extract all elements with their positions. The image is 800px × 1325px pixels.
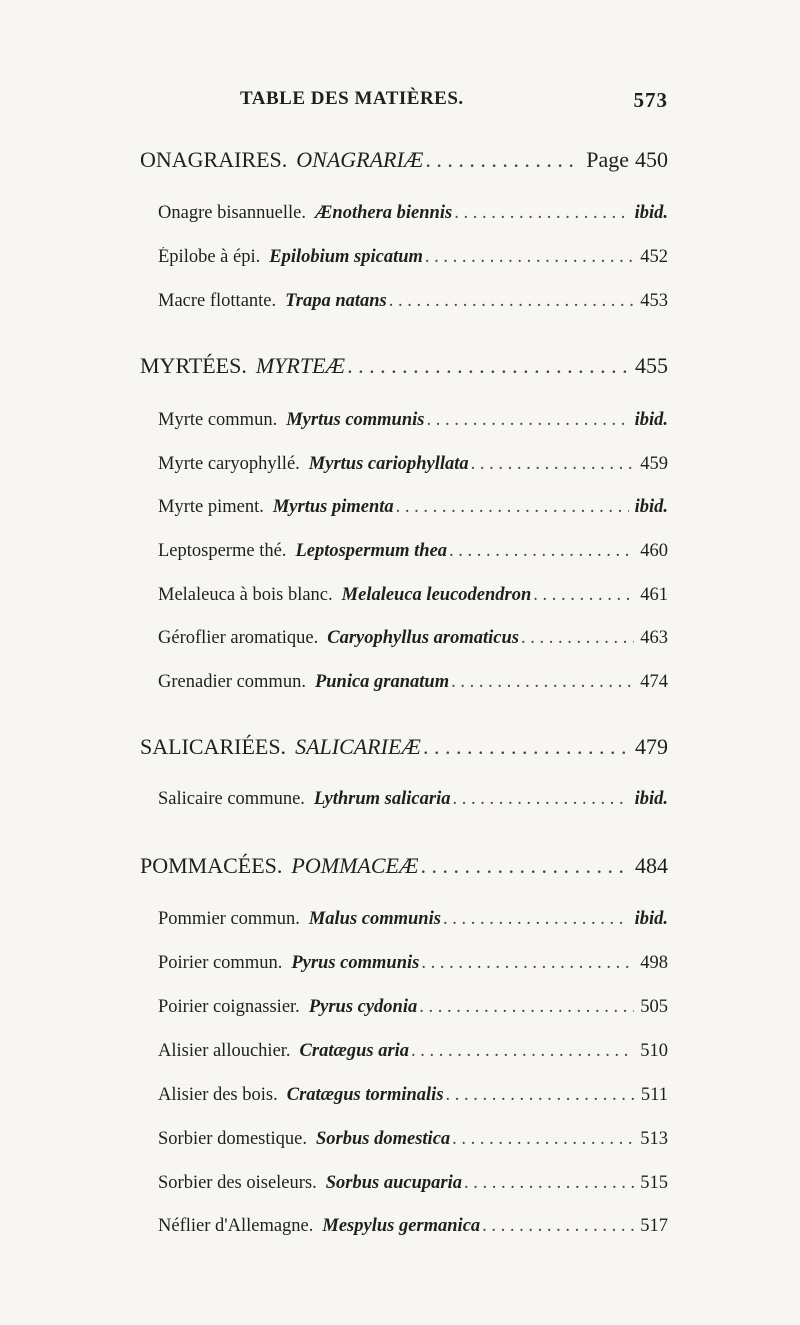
species-page: 511: [640, 1085, 668, 1105]
family-name: POMMACÉES.: [140, 853, 283, 878]
species-entry: [158, 1041, 668, 1062]
species-page: ibid.: [634, 497, 668, 517]
leader-dots: [464, 1173, 634, 1194]
species-latin: Leptospermum thea: [295, 541, 448, 561]
species-entry: [158, 909, 668, 930]
family-page: 455: [635, 353, 668, 378]
leader-dots: [452, 1129, 634, 1150]
species-latin: Trapa natans: [285, 291, 387, 311]
species-page: 505: [640, 997, 668, 1017]
species-page: 460: [640, 541, 668, 561]
species-latin: Myrtus pimenta: [272, 497, 394, 517]
species-page: 515: [640, 1173, 668, 1193]
species-page: 474: [640, 672, 668, 692]
species-name: Géroflier aromatique.: [158, 628, 319, 648]
species-name: Onagre bisannuelle.: [158, 203, 306, 223]
species-page: 517: [640, 1216, 668, 1236]
leader-dots: [521, 628, 634, 649]
species-latin: Punica granatum: [314, 672, 450, 692]
leader-dots: [396, 497, 629, 518]
leader-dots: [533, 585, 634, 606]
species-page: 453: [640, 291, 668, 311]
species-entry: [158, 585, 668, 606]
species-name: Leptosperme thé.: [158, 541, 287, 561]
species-name: Néflier d'Allemagne.: [158, 1216, 314, 1236]
species-name: Grenadier commun.: [158, 672, 306, 692]
species-page: 498: [640, 953, 668, 973]
species-entry: [158, 628, 668, 649]
species-name: Sorbier domestique.: [158, 1129, 308, 1149]
leader-dots: [443, 909, 629, 930]
species-name: Épilobe à épi.: [158, 247, 261, 267]
family-latin: POMMACEÆ: [291, 853, 419, 878]
leader-dots: [482, 1216, 634, 1237]
species-latin: Sorbus domestica: [316, 1129, 451, 1149]
species-latin: Lythrum salicaria: [313, 789, 451, 809]
leader-dots: [425, 147, 580, 173]
species-entry: [158, 1129, 668, 1150]
species-latin: Epilobium spicatum: [269, 247, 423, 267]
leader-dots: [454, 203, 628, 224]
species-latin: Cratægus aria: [299, 1041, 410, 1061]
species-latin: Myrtus communis: [286, 410, 425, 430]
family-name: SALICARIÉES.: [140, 734, 287, 759]
family-page: 450: [635, 147, 668, 172]
species-name: Pommier commun.: [158, 909, 300, 929]
running-title: TABLE DES MATIÈRES.: [240, 88, 464, 109]
species-entry: [158, 1085, 668, 1106]
species-page: ibid.: [634, 410, 668, 430]
species-entry: [158, 454, 668, 475]
family-latin: SALICARIEÆ: [295, 734, 421, 759]
species-latin: Mespylus germanica: [322, 1216, 481, 1236]
species-latin: Cratægus torminalis: [286, 1085, 444, 1105]
leader-dots: [451, 672, 634, 693]
leader-dots: [347, 353, 629, 379]
species-name: Alisier allouchier.: [158, 1041, 291, 1061]
species-name: Poirier commun.: [158, 953, 283, 973]
leader-dots: [419, 997, 634, 1018]
species-entry: [158, 672, 668, 693]
leader-dots: [423, 734, 629, 760]
species-page: 510: [640, 1041, 668, 1061]
species-page: 459: [640, 454, 668, 474]
species-entry: [158, 997, 668, 1018]
species-name: Myrte commun.: [158, 410, 278, 430]
species-page: 513: [640, 1129, 668, 1149]
species-latin: Sorbus aucuparia: [325, 1173, 462, 1193]
family-name: MYRTÉES.: [140, 353, 247, 378]
leader-dots: [421, 853, 629, 879]
leader-dots: [426, 410, 628, 431]
species-latin: Myrtus cariophyllata: [308, 454, 469, 474]
species-latin: Caryophyllus aromaticus: [327, 628, 519, 648]
family-heading: [140, 853, 668, 879]
species-latin: Pyrus cydonia: [308, 997, 418, 1017]
family-heading: [140, 353, 668, 379]
species-entry: [158, 789, 668, 810]
species-page: 463: [640, 628, 668, 648]
family-latin: ONAGRARIÆ: [296, 147, 424, 172]
species-name: Poirier coignassier.: [158, 997, 300, 1017]
species-latin: Melaleuca leucodendron: [341, 585, 532, 605]
species-entry: [158, 1216, 668, 1237]
leader-dots: [449, 541, 634, 562]
species-page: ibid.: [634, 789, 668, 809]
leader-dots: [471, 454, 635, 475]
family-page: 479: [635, 734, 668, 759]
leader-dots: [425, 247, 634, 268]
species-name: Alisier des bois.: [158, 1085, 278, 1105]
page-number: 573: [633, 88, 668, 112]
species-entry: [158, 1173, 668, 1194]
leader-dots: [411, 1041, 634, 1062]
species-entry: [158, 203, 668, 224]
family-latin: MYRTEÆ: [255, 353, 346, 378]
page-prefix: Page: [586, 147, 629, 172]
species-entry: [158, 541, 668, 562]
species-name: Sorbier des oiseleurs.: [158, 1173, 317, 1193]
family-page: 484: [635, 853, 668, 878]
species-name: Salicaire commune.: [158, 789, 305, 809]
leader-dots: [389, 291, 635, 312]
species-latin: Ænothera biennis: [314, 203, 453, 223]
species-page: 452: [640, 247, 668, 267]
family-heading: [140, 147, 668, 173]
family-heading: [140, 734, 668, 760]
species-latin: Pyrus communis: [291, 953, 420, 973]
species-entry: [158, 247, 668, 268]
species-entry: [158, 953, 668, 974]
species-name: Myrte piment.: [158, 497, 264, 517]
species-entry: [158, 291, 668, 312]
species-latin: Malus communis: [308, 909, 441, 929]
species-page: ibid.: [634, 909, 668, 929]
species-page: ibid.: [634, 203, 668, 223]
leader-dots: [446, 1085, 635, 1106]
species-entry: [158, 497, 668, 518]
species-entry: [158, 410, 668, 431]
species-name: Myrte caryophyllé.: [158, 454, 300, 474]
species-name: Melaleuca à bois blanc.: [158, 585, 333, 605]
leader-dots: [452, 789, 628, 810]
species-page: 461: [640, 585, 668, 605]
species-name: Macre flottante.: [158, 291, 277, 311]
leader-dots: [421, 953, 634, 974]
family-name: ONAGRAIRES.: [140, 147, 288, 172]
